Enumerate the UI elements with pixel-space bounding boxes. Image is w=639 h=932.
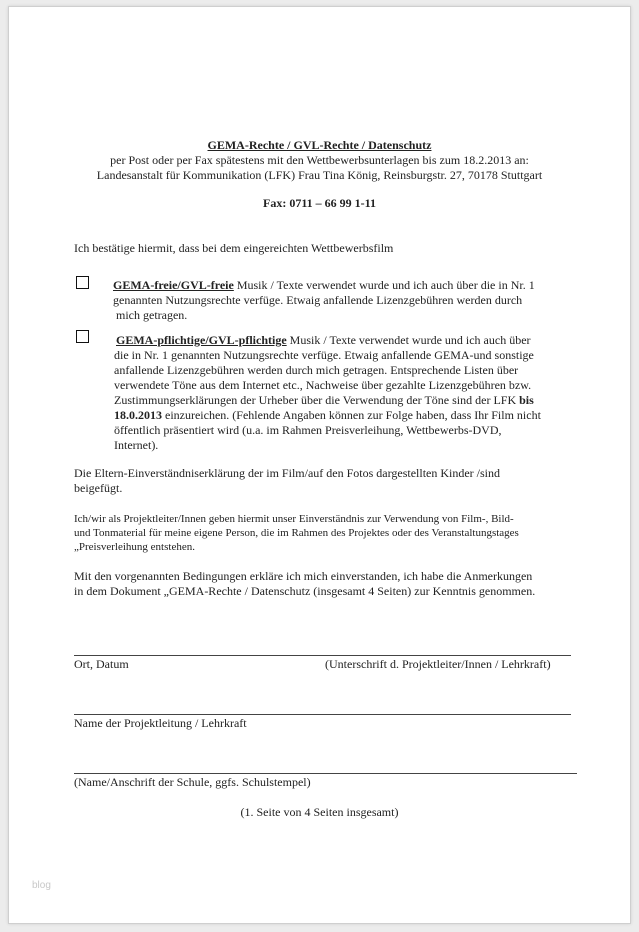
paragraph-line: in dem Dokument „GEMA-Rechte / Datenschutz (insgesamt 4 Seiten) zur Kenntnis genommen.	[74, 584, 536, 598]
paragraph-line: Ich/wir als Projektleiter/Innen geben hiermit unser Einverständnis zur Verwendung von Film-, Bild-	[74, 513, 514, 525]
checkbox-gema-free[interactable]	[76, 276, 89, 289]
option-gema-free-label: GEMA-freie/GVL-freie	[113, 278, 234, 292]
paragraph-line: „Preisverleihung entstehen.	[74, 541, 195, 553]
signature-line-school[interactable]	[74, 773, 577, 774]
agreement-paragraph	[74, 569, 614, 599]
deadline-emphasis: bis	[519, 393, 534, 407]
paragraph-line: und Tonmaterial für meine eigene Person, die im Rahmen des Projektes oder des Veranstaltungstages	[74, 527, 519, 539]
option-gema-required-label: GEMA-pflichtige/GVL-pflichtige	[116, 333, 287, 347]
paragraph-line: Die Eltern-Einverständniserklärung der im Film/auf den Fotos dargestellten Kinder /sind	[74, 466, 501, 480]
signature-line-project-lead[interactable]	[74, 714, 571, 715]
signature-label: (Unterschrift d. Projektleiter/Innen / Lehrkraft)	[325, 657, 551, 671]
option-line: anfallende Lizenzgebühren werden durch mich getragen. Entsprechende Listen über	[114, 363, 519, 377]
document-page	[8, 6, 631, 924]
option-line: mich getragen.	[116, 308, 188, 322]
submission-deadline: per Post oder per Fax spätestens mit den Wettbewerbsunterlagen bis zum 18.2.2013 an:	[110, 153, 529, 167]
option-line: einzureichen. (Fehlende Angaben können zur Folge haben, dass Ihr Film nicht	[162, 408, 541, 422]
document-title: GEMA-Rechte / GVL-Rechte / Datenschutz	[207, 138, 432, 152]
school-label: (Name/Anschrift der Schule, ggfs. Schulstempel)	[74, 775, 311, 789]
page-indicator: (1. Seite von 4 Seiten insgesamt)	[240, 805, 399, 819]
option-line: genannten Nutzungsrechte verfüge. Etwaig anfallende Lizenzgebühren werden durch	[113, 293, 523, 307]
deadline-date: 18.0.2013	[114, 408, 162, 422]
signature-line-place-date[interactable]	[74, 655, 571, 656]
option-gema-free-text	[113, 278, 583, 323]
option-line: Zustimmungserklärungen der Urheber über die Verwendung der Töne sind der LFK	[114, 393, 520, 407]
fax-number: Fax: 0711 – 66 99 1-11	[263, 196, 376, 210]
recipient-address: Landesanstalt für Kommunikation (LFK) Frau Tina König, Reinsburgstr. 27, 70178 Stuttgart	[96, 168, 543, 182]
option-line: Musik / Texte verwendet wurde und ich auch über die in Nr. 1	[233, 278, 535, 292]
paragraph-line: Mit den vorgenannten Bedingungen erkläre ich mich einverstanden, ich habe die Anmerkungen	[74, 569, 533, 583]
watermark: blog	[32, 880, 51, 891]
media-consent-paragraph	[74, 512, 614, 554]
paragraph-line: beigefügt.	[74, 481, 123, 495]
project-lead-label: Name der Projektleitung / Lehrkraft	[74, 716, 247, 730]
checkbox-gema-required[interactable]	[76, 330, 89, 343]
option-line: öffentlich präsentiert wird (u.a. im Rahmen Preisverleihung, Wettbewerbs-DVD,	[114, 423, 502, 437]
option-line: die in Nr. 1 genannten Nutzungsrechte verfüge. Etwaig anfallende GEMA-und sonstige	[114, 348, 534, 362]
intro-statement: Ich bestätige hiermit, dass bei dem eingereichten Wettbewerbsfilm	[74, 241, 394, 255]
parents-consent-paragraph	[74, 466, 594, 496]
option-gema-required-text	[114, 333, 594, 453]
option-line: verwendete Töne aus dem Internet etc., Nachweise über gezahlte Lizenzgebühren bzw.	[114, 378, 532, 392]
option-line: Musik / Texte verwendet wurde und ich auch über	[286, 333, 531, 347]
option-line: Internet).	[114, 438, 159, 452]
place-date-label: Ort, Datum	[74, 657, 129, 671]
